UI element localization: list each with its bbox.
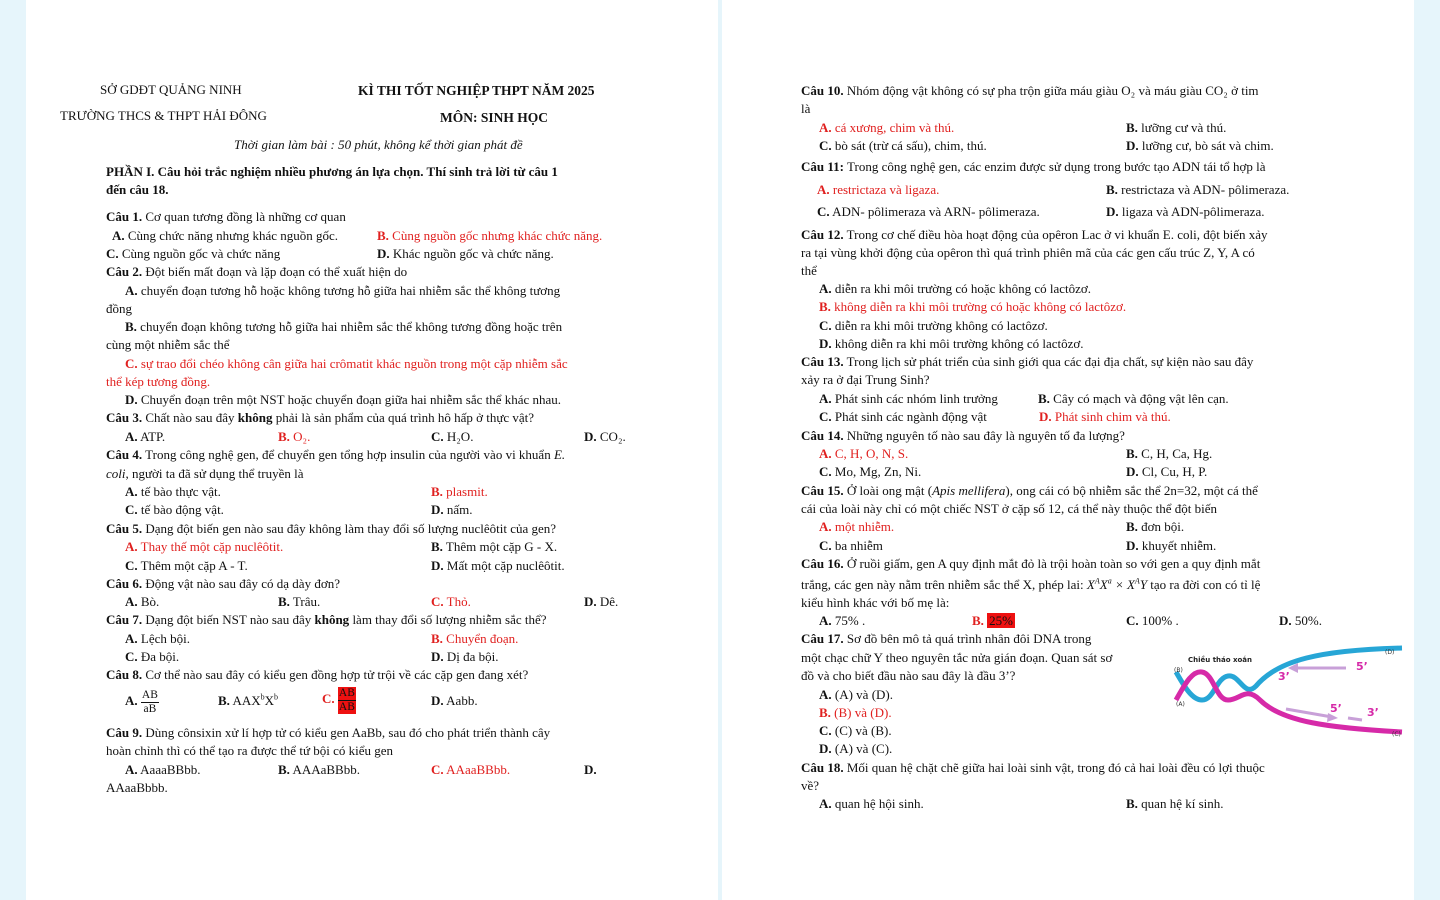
- question-5-option-a: A. Thay thế một cặp nuclêôtit.: [125, 539, 284, 554]
- prime-5-bottom-label: 5’: [1330, 702, 1342, 715]
- exam-time-note: Thời gian làm bài : 50 phút, không kể thời gian phát đề: [234, 137, 523, 152]
- question-17-option-a: A. (A) và (D).: [819, 687, 894, 702]
- question-6-stem: Câu 6. Động vật nào sau đây có dạ dày đơn?: [106, 576, 340, 591]
- question-17-stem-cont2: đồ và cho biết đầu nào sau đây là đầu 3’?: [801, 668, 1016, 683]
- question-4-option-d: D. nấm.: [431, 502, 473, 517]
- question-14-option-b: B. C, H, Ca, Hg.: [1126, 446, 1213, 461]
- genotype-fraction-ab-ab: $\frac{AB}{aB}$: [141, 688, 158, 715]
- question-7-option-a: A. Lệch bội.: [125, 631, 190, 646]
- question-10-stem: Câu 10. Nhóm động vật không có sự pha trộn giữa máu giàu O₂ và máu giàu CO₂ ở tim: [801, 83, 1259, 98]
- question-13-stem: Câu 13. Trong lịch sử phát triển của sinh giới qua các đại địa chất, sự kiện nào sau đây: [801, 354, 1254, 369]
- question-9-stem-cont: hoàn chỉnh thì có thể tạo ra được thể tứ bội có kiểu gen: [106, 743, 394, 758]
- question-12-option-a: A. diễn ra khi môi trường có hoặc không có lactôzơ.: [819, 281, 1092, 296]
- question-17-option-d: D. (A) và (C).: [819, 741, 893, 756]
- question-5-option-d: D. Mất một cặp nuclêôtit.: [431, 558, 565, 573]
- question-6-option-a: A. Bò.: [125, 594, 160, 609]
- question-15-option-c: C. ba nhiễm: [819, 538, 883, 553]
- question-16-option-d: D. 50%.: [1279, 613, 1322, 628]
- question-3-option-a: A. ATP.: [125, 429, 166, 444]
- question-3-stem: Câu 3. Chất nào sau đây không phải là sản phẩm của quá trình hô hấp ở thực vật?: [106, 410, 535, 425]
- question-3-option-d: D. CO₂.: [584, 429, 626, 444]
- question-7-option-c: C. Đa bội.: [125, 649, 180, 664]
- question-6-option-d: D. Dê.: [584, 594, 619, 609]
- question-18-stem: Câu 18. Mối quan hệ chặt chẽ giữa hai loài sinh vật, trong đó cả hai loài đều có lợi thuộc: [801, 760, 1265, 775]
- question-1-option-c: C. Cùng nguồn gốc và chức năng: [106, 246, 281, 261]
- exam-subject: MÔN: SINH HỌC: [440, 110, 548, 125]
- genotype-fraction-highlighted: $\frac{AB}{AB}$: [338, 686, 355, 713]
- question-15-option-a: A. một nhiễm.: [819, 519, 895, 534]
- question-1-option-d: D. Khác nguồn gốc và chức năng.: [377, 246, 554, 261]
- question-1-option-b: B. Cùng nguồn gốc nhưng khác chức năng.: [377, 228, 603, 243]
- question-7-option-d: D. Dị đa bội.: [431, 649, 499, 664]
- question-16-stem-cont2: kiểu hình khác với bố mẹ là:: [801, 595, 950, 610]
- question-9-option-b: B. AAAaBBbb.: [278, 762, 360, 777]
- question-11-option-c: C. ADN- pôlimeraza và ARN- pôlimeraza.: [817, 204, 1040, 219]
- question-8-stem: Câu 8. Cơ thể nào sau đây có kiểu gen đồng hợp tử trội về các cặp gen đang xét?: [106, 667, 529, 682]
- question-9-option-a: A. AaaaBBbb.: [125, 762, 201, 777]
- question-6-option-b: B. Trâu.: [278, 594, 321, 609]
- question-9-option-c: C. AAaaBBbb.: [431, 762, 511, 777]
- question-12-stem: Câu 12. Trong cơ chế điều hòa hoạt động của opêron Lac ở vi khuẩn E. coli, đột biến xảy: [801, 227, 1268, 242]
- header-department: SỞ GDĐT QUẢNG NINH: [100, 82, 242, 97]
- question-7-option-b: B. Chuyển đoạn.: [431, 631, 519, 646]
- header-school: TRƯỜNG THCS & THPT HẢI ĐÔNG: [60, 108, 267, 123]
- question-13-option-b: B. Cây có mạch và động vật lên cạn.: [1038, 391, 1229, 406]
- part1-instruction-line1: PHẦN I. Câu hỏi trắc nghiệm nhiều phương án lựa chọn. Thí sinh trả lời từ câu 1: [106, 164, 558, 179]
- question-18-option-a: A. quan hệ hội sinh.: [819, 796, 924, 811]
- question-17-stem-cont1: một chạc chữ Y theo nguyên tắc nửa gián đoạn. Quan sát sơ: [801, 650, 1113, 665]
- question-12-option-d: D. không diễn ra khi môi trường không có lactôzơ.: [819, 336, 1084, 351]
- question-1-stem: Câu 1. Cơ quan tương đồng là những cơ quan: [106, 209, 346, 224]
- question-15-stem: Câu 15. Ở loài ong mật (Apis mellifera), ong cái có bộ nhiễm sắc thể 2n=32, một cá thể: [801, 483, 1258, 498]
- question-5-option-c: C. Thêm một cặp A - T.: [125, 558, 248, 573]
- question-16-option-a: A. 75% .: [819, 613, 866, 628]
- strand-label-a: (A): [1176, 701, 1185, 708]
- question-10-option-d: D. lưỡng cư, bò sát và chim.: [1126, 138, 1274, 153]
- question-18-stem-cont: về?: [801, 778, 820, 793]
- question-18-option-b: B. quan hệ kí sinh.: [1126, 796, 1224, 811]
- question-10-option-b: B. lưỡng cư và thú.: [1126, 120, 1227, 135]
- question-11-option-b: B. restrictaza và ADN- pôlimeraza.: [1106, 182, 1290, 197]
- question-9-option-d-text: AAaaBbbb.: [106, 780, 168, 795]
- question-3-option-c: C. H₂O.: [431, 429, 474, 444]
- part1-instruction-line2: đến câu 18.: [106, 182, 169, 197]
- question-2-option-b-cont: cùng một nhiễm sắc thể: [106, 337, 230, 352]
- question-4-stem-cont: coli, người ta đã sử dụng thể truyền là: [106, 466, 304, 481]
- question-11-stem: Câu 11: Trong công nghệ gen, các enzim được sử dụng trong bước tạo ADN tái tổ hợp là: [801, 159, 1266, 174]
- prime-5-top-label: 5’: [1356, 660, 1368, 673]
- question-9-stem: Câu 9. Dùng cônsixin xử lí hợp tử có kiểu gen AaBb, sau đó cho phát triển thành cây: [106, 725, 551, 740]
- question-17-stem: Câu 17. Sơ đồ bên mô tả quá trình nhân đôi DNA trong: [801, 631, 1092, 646]
- strand-label-d: (D): [1385, 649, 1395, 656]
- question-11-option-a: A. restrictaza và ligaza.: [817, 182, 940, 197]
- question-8-option-b: B. $AAX^bX^b$: [218, 692, 279, 708]
- leading-strand-arrow: [1348, 718, 1362, 720]
- question-4-option-a: A. tế bào thực vật.: [125, 484, 221, 499]
- question-2-option-c: C. sự trao đổi chéo không cân giữa hai crômatit khác nguồn trong một cặp nhiễm sắc: [125, 356, 568, 371]
- question-16-option-b: B. 25%: [972, 613, 1014, 628]
- strand-label-b: (B): [1174, 667, 1183, 674]
- question-14-stem: Câu 14. Những nguyên tố nào sau đây là nguyên tố đa lượng?: [801, 428, 1125, 443]
- question-11-option-d: D. ligaza và ADN-pôlimeraza.: [1106, 204, 1265, 219]
- question-2-option-a: A. chuyển đoạn tương hỗ hoặc không tương hỗ giữa hai nhiễm sắc thể không tương: [125, 283, 561, 298]
- question-10-stem-cont: là: [801, 101, 811, 116]
- question-14-option-a: A. C, H, O, N, S.: [819, 446, 909, 461]
- prime-3-top-label: 3’: [1278, 670, 1290, 683]
- question-5-stem: Câu 5. Dạng đột biến gen nào sau đây không làm thay đổi số lượng nuclêôtit của gen?: [106, 521, 557, 536]
- question-15-option-b: B. đơn bội.: [1126, 519, 1185, 534]
- question-9-option-d: D.: [584, 762, 597, 777]
- question-15-stem-cont: cái của loài này chỉ có một chiếc NST ở cặp số 12, cá thể này thuộc thể đột biến: [801, 501, 1217, 516]
- question-17-option-b: B. (B) và (D).: [819, 705, 892, 720]
- question-4-option-b: B. plasmit.: [431, 484, 488, 499]
- question-16-option-c: C. 100% .: [1126, 613, 1179, 628]
- unwinding-direction-label: Chiều tháo xoắn: [1188, 656, 1253, 664]
- question-14-option-d: D. Cl, Cu, H, P.: [1126, 464, 1208, 479]
- strand-label-c: (C): [1392, 731, 1401, 738]
- question-14-option-c: C. Mo, Mg, Zn, Ni.: [819, 464, 922, 479]
- question-7-stem: Câu 7. Dạng đột biến NST nào sau đây không làm thay đổi số lượng nhiễm sắc thể?: [106, 612, 547, 627]
- question-16-stem: Câu 16. Ở ruồi giấm, gen A quy định mắt đỏ là trội hoàn toàn so với gen a quy định mắt: [801, 556, 1261, 571]
- question-8-option-c: C. $\frac{AB}{AB}$: [322, 686, 355, 713]
- question-8-option-d: D. Aabb.: [431, 693, 478, 708]
- cross-formula: $X^AX^a \times X^AY$: [1086, 576, 1148, 592]
- question-3-option-b: B. O₂.: [278, 429, 311, 444]
- question-16-stem-cont: trắng, các gen này nằm trên nhiễm sắc thể X, phép lai: $X^AX^a \times X^AY$ tạo ra đời con có tỉ lệ: [801, 576, 1261, 592]
- question-2-option-d: D. Chuyển đoạn trên một NST hoặc chuyển đoạn giữa hai nhiễm sắc thể khác nhau.: [125, 392, 562, 407]
- question-2-option-b: B. chuyển đoạn không tương hỗ giữa hai nhiễm sắc thể không tương đồng hoặc trên: [125, 319, 563, 334]
- question-15-option-d: D. khuyết nhiễm.: [1126, 538, 1217, 553]
- question-8-option-a: A. $\frac{AB}{aB}$: [125, 688, 158, 715]
- question-13-stem-cont: xảy ra ở đại Trung Sinh?: [801, 372, 930, 387]
- question-13-option-d: D. Phát sinh chim và thú.: [1039, 409, 1171, 424]
- question-2-option-c-cont: thể kép tương đồng.: [106, 374, 211, 389]
- question-4-stem: Câu 4. Trong công nghệ gen, để chuyển gen tổng hợp insulin của người vào vi khuẩn E.: [106, 447, 566, 462]
- question-6-option-c: C. Thỏ.: [431, 594, 471, 609]
- question-5-option-b: B. Thêm một cặp G - X.: [431, 539, 558, 554]
- question-13-option-c: C. Phát sinh các ngành động vật: [819, 409, 987, 424]
- question-12-stem-cont2: thể: [801, 263, 817, 278]
- question-10-option-a: A. cá xương, chim và thú.: [819, 120, 955, 135]
- question-12-option-c: C. diễn ra khi môi trường không có lactôzơ.: [819, 318, 1048, 333]
- question-2-option-a-cont: đồng: [106, 301, 132, 316]
- question-12-option-b: B. không diễn ra khi môi trường có hoặc không có lactôzơ.: [819, 299, 1127, 314]
- question-10-option-c: C. bò sát (trừ cá sấu), chim, thú.: [819, 138, 987, 153]
- question-12-stem-cont1: ra tại vùng khởi động của opêron thì quá trình phiên mã của các gen cấu trúc Z, Y, A có: [801, 245, 1255, 260]
- question-4-option-c: C. tế bào động vật.: [125, 502, 224, 517]
- question-1-option-a: A. Cùng chức năng nhưng khác nguồn gốc.: [112, 228, 339, 243]
- question-2-stem: Câu 2. Đột biến mất đoạn và lặp đoạn có thể xuất hiện do: [106, 264, 408, 279]
- dna-replication-fork-diagram: [1170, 640, 1410, 745]
- exam-title: KÌ THI TỐT NGHIỆP THPT NĂM 2025: [358, 83, 595, 98]
- question-17-option-c: C. (C) và (B).: [819, 723, 892, 738]
- prime-3-bottom-label: 3’: [1367, 706, 1379, 719]
- question-13-option-a: A. Phát sinh các nhóm linh trưởng: [819, 391, 998, 406]
